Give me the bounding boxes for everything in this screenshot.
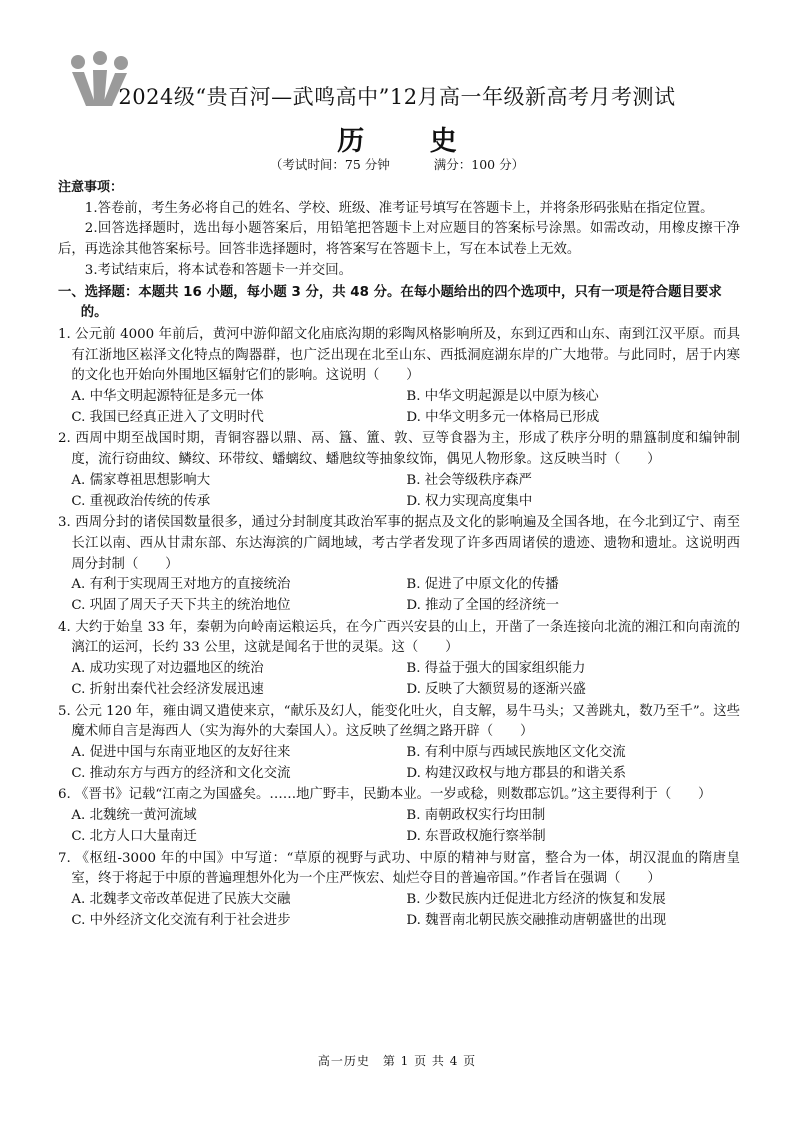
question-stem: 1. 公元前 4000 年前后，黄河中游仰韶文化庙底沟期的彩陶风格影响所及，东到辽西和山东、南到江汉平原。而具有江浙地区崧泽文化特点的陶器群，也广泛出现在北至山东、西抵洞庭湖东岸的广大地带。与此同时，居于内寒的文化也开始向外围地区辐射它们的影响。这说明（ ） bbox=[58, 326, 740, 384]
subject-title: 历 史 bbox=[337, 126, 485, 157]
exam-info bbox=[0, 157, 794, 173]
question-options bbox=[58, 890, 740, 931]
notice-heading: 注意事项： bbox=[58, 180, 124, 195]
question-stem: 2. 西周中期至战国时期，青铜容器以鼎、鬲、簋、簠、敦、豆等食器为主，形成了秩序分明的鼎簋制度和编钟制度，流行窃曲纹、鳞纹、环带纹、蟠螭纹、蟠虺纹等抽象纹饰，偶见人物形象。这反映当时（ ） bbox=[58, 431, 740, 468]
question bbox=[58, 325, 740, 429]
exam-title: 2024级“贵百河—武鸣高中”12月高一年级新高考月考测试 bbox=[118, 85, 676, 109]
notice-item: 2.回答选择题时，选出每小题答案后，用铅笔把答题卡上对应题目的答案标号涂黑。如需改动，用橡皮擦干净后，再选涂其他答案标号。回答非选择题时，将答案写在答题卡上，写在本试卷上无效。 bbox=[58, 221, 740, 258]
option-a: A. 有利于实现周王对地方的直接统治 bbox=[71, 577, 291, 593]
option-c: C. 北方人口大量南迁 bbox=[71, 828, 197, 844]
option-b: B. 得益于强大的国家组织能力 bbox=[406, 661, 586, 677]
option-a: A. 促进中国与东南亚地区的友好往来 bbox=[71, 744, 291, 760]
option-a: A. 北魏统一黄河流域 bbox=[71, 808, 197, 824]
question bbox=[58, 849, 740, 932]
question-options bbox=[58, 659, 740, 700]
option-d: D. 权力实现高度集中 bbox=[406, 493, 533, 509]
option-c: C. 折射出秦代社会经济发展迅速 bbox=[71, 681, 264, 697]
exam-time: （考试时间：75 分钟 bbox=[269, 157, 390, 172]
option-b: B. 中华文明起源是以中原为核心 bbox=[406, 389, 599, 405]
option-d: D. 构建汉政权与地方郡县的和谐关系 bbox=[406, 765, 627, 781]
option-b: B. 有利中原与西域民族地区文化交流 bbox=[406, 744, 626, 760]
option-a: A. 儒家尊祖思想影响大 bbox=[71, 472, 211, 488]
option-b: B. 社会等级秩序森严 bbox=[406, 472, 532, 488]
question-stem: 6. 《晋书》记载“江南之为国盛矣。……地广野丰，民勤本业。一岁或稔，则数郡忘饥。”这主要得利于（ ） bbox=[58, 787, 712, 803]
question-options bbox=[58, 575, 740, 616]
option-c: C. 重视政治传统的传承 bbox=[71, 493, 211, 509]
option-c: C. 巩固了周天子天下共主的统治地位 bbox=[71, 598, 291, 614]
section-heading: 一、选择题：本题共 16 小题，每小题 3 分，共 48 分。在每小题给出的四个选项中，只有一项是符合题目要求的。 bbox=[58, 284, 722, 321]
page-footer: 高一历史 第 1 页 共 4 页 bbox=[317, 1054, 477, 1068]
option-a: A. 中华文明起源特征是多元一体 bbox=[71, 389, 264, 405]
question bbox=[58, 429, 740, 512]
option-d: D. 魏晋南北朝民族交融推动唐朝盛世的出现 bbox=[406, 912, 667, 928]
option-d: D. 反映了大额贸易的逐渐兴盛 bbox=[406, 681, 586, 697]
option-b: B. 少数民族内迁促进北方经济的恢复和发展 bbox=[406, 891, 666, 907]
option-b: B. 促进了中原文化的传播 bbox=[406, 577, 559, 593]
option-d: D. 东晋政权施行察举制 bbox=[406, 828, 546, 844]
question bbox=[58, 702, 740, 785]
exam-score: 满分：100 分） bbox=[433, 157, 525, 172]
question bbox=[58, 513, 740, 617]
notice-item: 1.答卷前，考生务必将自己的姓名、学校、班级、准考证号填写在答题卡上，并将条形码张贴在指定位置。 bbox=[84, 200, 714, 216]
option-b: B. 南朝政权实行均田制 bbox=[406, 808, 546, 824]
notice-item: 3.考试结束后，将本试卷和答题卡一并交回。 bbox=[84, 262, 352, 278]
question-options bbox=[58, 806, 740, 847]
question-options bbox=[58, 743, 740, 784]
option-c: C. 我国已经真正进入了文明时代 bbox=[71, 409, 264, 425]
question-options bbox=[58, 387, 740, 428]
question-options bbox=[58, 471, 740, 512]
question-stem: 7. 《枢纽-3000 年的中国》中写道：“草原的视野与武功、中原的精神与财富，整合为一体，胡汉混血的隋唐皇室，终于将起于中原的普遍理想外化为一个庄严恢宏、灿烂夺目的普遍帝国。”作者旨在强调（ ） bbox=[58, 850, 740, 887]
question-stem: 4. 大约于始皇 33 年，秦朝为向岭南运粮运兵，在今广西兴安县的山上，开凿了一条连接向北流的湘江和向南流的漓江的运河，长约 33 公里，这就是闻名于世的灵渠。这（ ） bbox=[58, 619, 740, 656]
option-a: A. 成功实现了对边疆地区的统治 bbox=[71, 661, 264, 677]
option-c: C. 中外经济文化交流有利于社会进步 bbox=[71, 912, 291, 928]
exam-content bbox=[58, 178, 740, 931]
question-stem: 3. 西周分封的诸侯国数量很多，通过分封制度其政治军事的据点及文化的影响遍及全国各地，在今北到辽宁、南至长江以南、西从甘肃东部、东达海滨的广阔地域，考古学者发现了许多西周诸侯的遗迹、遗物和遗址。这说明西周分封制（ ） bbox=[58, 515, 740, 572]
question bbox=[58, 618, 740, 701]
question-stem: 5. 公元 120 年，雍由调又遣使来京，“献乐及幻人，能变化吐火，自支解，易牛马头；又善跳丸，数乃至千”。这些魔术师自言是海西人（实为海外的大秦国人）。这反映了丝绸之路开辟（ ） bbox=[58, 703, 740, 740]
option-d: D. 中华文明多元一体格局已形成 bbox=[406, 409, 600, 425]
question bbox=[58, 785, 740, 847]
option-d: D. 推动了全国的经济统一 bbox=[406, 598, 560, 614]
option-c: C. 推动东方与西方的经济和文化交流 bbox=[71, 765, 291, 781]
option-a: A. 北魏孝文帝改革促进了民族大交融 bbox=[71, 891, 291, 907]
